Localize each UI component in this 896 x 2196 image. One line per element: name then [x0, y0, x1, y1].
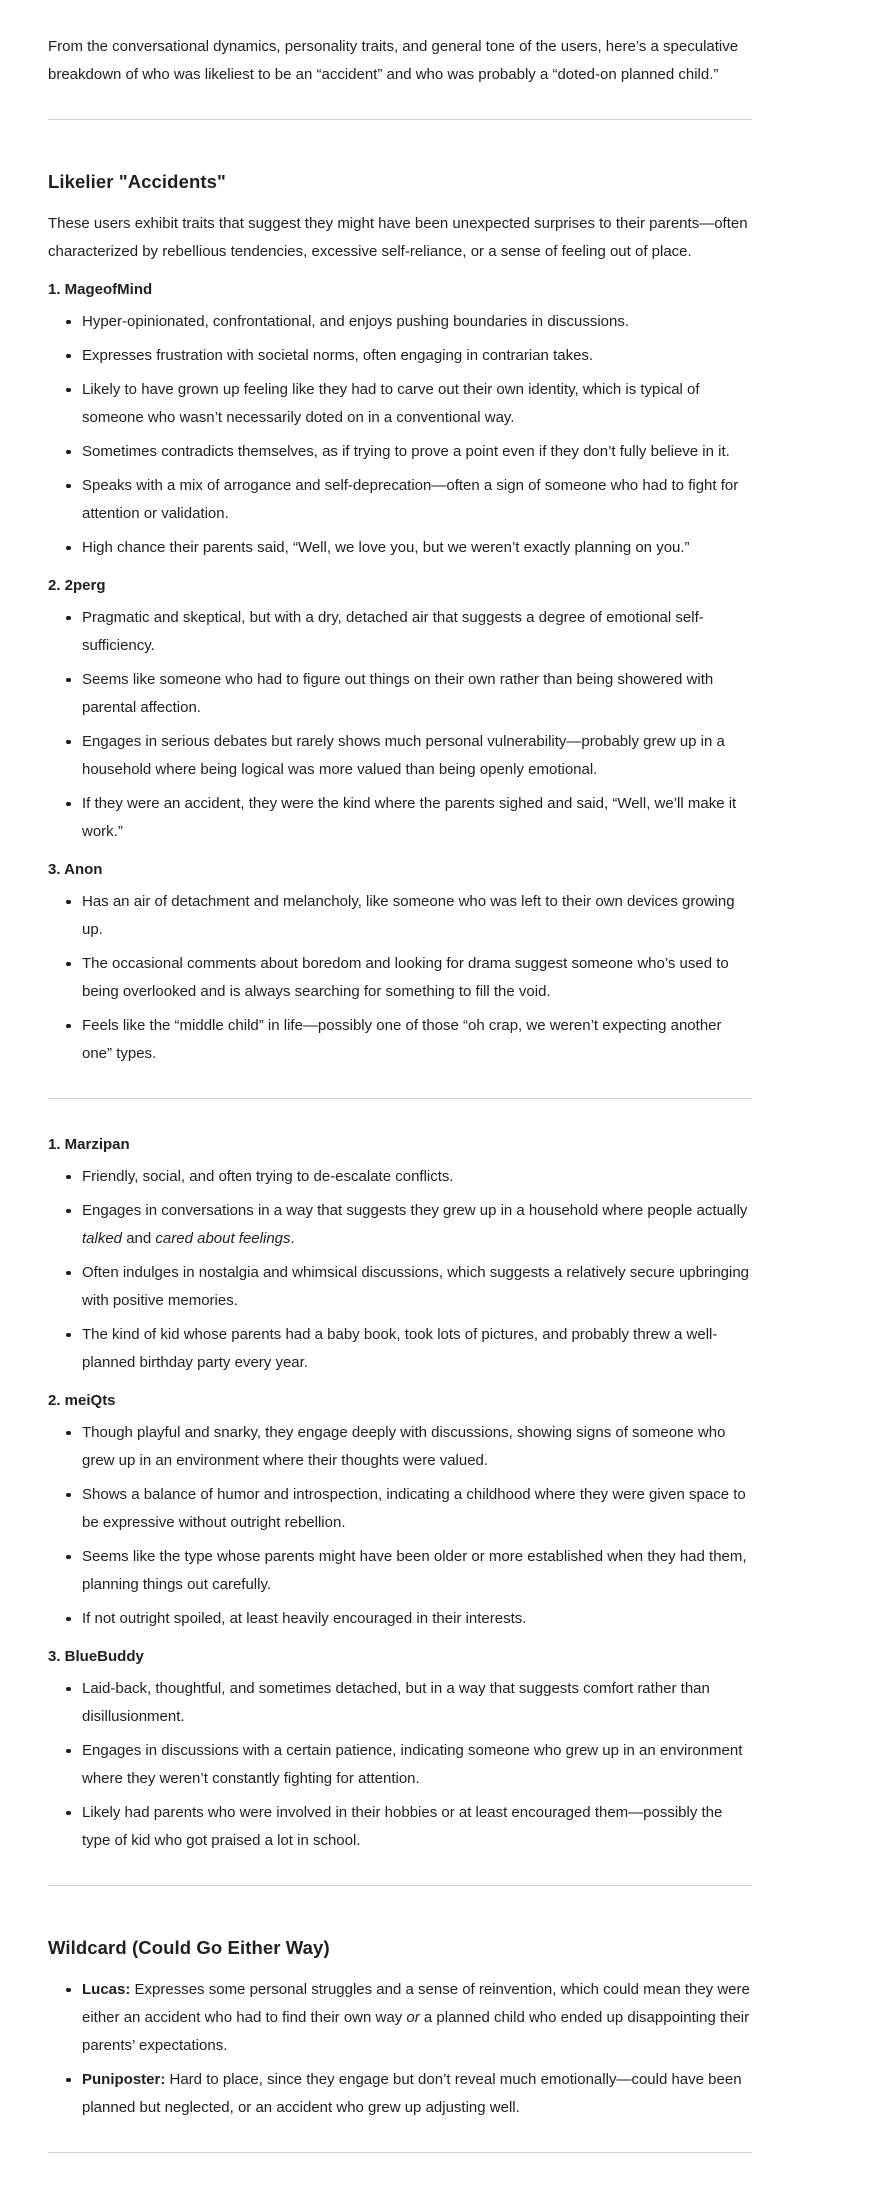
- italic-text: cared about feelings: [155, 1230, 291, 1247]
- text-segment: Laid-back, thoughtful, and sometimes detached, but in a way that suggests comfort rather than disillusionment.: [82, 1680, 710, 1725]
- bullet-list-anon: [48, 888, 752, 1074]
- list-item: [82, 534, 752, 562]
- list-item: [82, 666, 752, 722]
- bullet-list-wildcard: [48, 1976, 752, 2128]
- list-item: [82, 1976, 752, 2060]
- list-item: [82, 1675, 752, 1731]
- text-segment: Likely had parents who were involved in their hobbies or at least encouraged them—possibly the type of kid who got praised a lot in school.: [82, 1804, 723, 1849]
- text-segment: Engages in conversations in a way that suggests they grew up in a household where people actually: [82, 1202, 748, 1219]
- text-segment: Expresses frustration with societal norms, often engaging in contrarian takes.: [82, 347, 594, 364]
- intro-paragraph: From the conversational dynamics, personality traits, and general tone of the users, here’s a speculative breakdown of who was likeliest to be an “accident” and who was probably a “doted-on planned child.”: [48, 38, 739, 83]
- italic-text: or: [406, 2009, 420, 2026]
- text-segment: Speaks with a mix of arrogance and self-deprecation—often a sign of someone who had to fight for attention or validation.: [82, 477, 739, 522]
- user-heading-anon: 3. Anon: [48, 861, 103, 878]
- divider-4: [48, 2152, 752, 2153]
- text-segment: If not outright spoiled, at least heavily encouraged in their interests.: [82, 1610, 527, 1627]
- text-segment: If they were an accident, they were the kind where the parents sighed and said, “Well, we’ll make it work.”: [82, 795, 737, 840]
- text-segment: .: [290, 1230, 295, 1247]
- bullet-list-marzipan: [48, 1163, 752, 1383]
- text-segment: The occasional comments about boredom and looking for drama suggest someone who’s used to being overlooked and is always searching for something to fill the void.: [82, 955, 729, 1000]
- text-segment: Feels like the “middle child” in life—possibly one of those “oh crap, we weren’t expecting another one” types.: [82, 1017, 722, 1062]
- list-item: [82, 1481, 752, 1537]
- bullet-list-mageofmind: [48, 308, 752, 568]
- list-item: [82, 1259, 752, 1315]
- list-item: [82, 1799, 752, 1855]
- bullet-list-bluebuddy: [48, 1675, 752, 1861]
- text-segment: Engages in serious debates but rarely shows much personal vulnerability—probably grew up in a household where being logical was more valued than being openly emotional.: [82, 733, 725, 778]
- list-item: [82, 342, 752, 370]
- text-segment: High chance their parents said, “Well, we love you, but we weren’t exactly planning on you.”: [82, 539, 690, 556]
- list-item: [82, 1737, 752, 1793]
- user-heading-bluebuddy: 3. BlueBuddy: [48, 1648, 144, 1665]
- text-segment: Engages in discussions with a certain patience, indicating someone who grew up in an environment where they weren’t constantly fighting for attention.: [82, 1742, 743, 1787]
- list-item: [82, 888, 752, 944]
- user-heading-mageofmind: 1. MageofMind: [48, 281, 153, 298]
- text-segment: Expresses some personal struggles and a sense of reinvention, which could mean they were either an accident who had to find their own way: [82, 1981, 750, 2026]
- list-item: [82, 1605, 752, 1633]
- text-segment: Hard to place, since they engage but don’t reveal much emotionally—could have been planned but neglected, or an accident who grew up adjusting well.: [82, 2071, 742, 2116]
- list-item: [82, 728, 752, 784]
- text-segment: Friendly, social, and often trying to de-escalate conflicts.: [82, 1168, 454, 1185]
- text-segment: Hyper-opinionated, confrontational, and enjoys pushing boundaries in discussions.: [82, 313, 630, 330]
- section-heading-wildcard: Wildcard (Could Go Either Way): [48, 1937, 330, 1958]
- text-segment: The kind of kid whose parents had a baby book, took lots of pictures, and probably threw a well-planned birthday party every year.: [82, 1326, 718, 1371]
- list-item: [82, 1197, 752, 1253]
- list-item: [82, 950, 752, 1006]
- list-item: [82, 790, 752, 846]
- list-item: [82, 438, 752, 466]
- bullet-list-2perg: [48, 604, 752, 852]
- text-segment: Often indulges in nostalgia and whimsical discussions, which suggests a relatively secure upbringing with positive memories.: [82, 1264, 750, 1309]
- user-heading-2perg: 2. 2perg: [48, 577, 106, 594]
- list-item: [82, 376, 752, 432]
- text-segment: Seems like someone who had to figure out things on their own rather than being showered with parental affection.: [82, 671, 714, 716]
- bullet-list-meiqts: [48, 1419, 752, 1639]
- text-segment: and: [122, 1230, 156, 1247]
- text-segment: Likely to have grown up feeling like they had to carve out their own identity, which is typical of someone who wasn’t necessarily doted on in a conventional way.: [82, 381, 700, 426]
- list-item: [82, 308, 752, 336]
- divider-2: [48, 1098, 752, 1099]
- divider-3: [48, 1885, 752, 1886]
- bold-text: Lucas:: [82, 1981, 131, 1998]
- list-item: [82, 2066, 752, 2122]
- section-heading-accidents: Likelier "Accidents": [48, 171, 226, 192]
- list-item: [82, 1321, 752, 1377]
- text-segment: Has an air of detachment and melancholy, like someone who was left to their own devices growing up.: [82, 893, 735, 938]
- list-item: [82, 1419, 752, 1475]
- list-item: [82, 1012, 752, 1068]
- text-segment: Sometimes contradicts themselves, as if trying to prove a point even if they don’t fully believe in it.: [82, 443, 730, 460]
- list-item: [82, 472, 752, 528]
- bold-text: Puniposter:: [82, 2071, 166, 2088]
- user-heading-marzipan: 1. Marzipan: [48, 1136, 130, 1153]
- user-heading-meiqts: 2. meiQts: [48, 1392, 116, 1409]
- text-segment: a planned child who ended up disappointing their parents’ expectations.: [82, 2009, 750, 2054]
- italic-text: talked: [82, 1230, 123, 1247]
- list-item: [82, 1163, 752, 1191]
- accidents-intro-paragraph: These users exhibit traits that suggest they might have been unexpected surprises to their parents—often characterized by rebellious tendencies, excessive self-reliance, or a sense of feeling out of place.: [48, 215, 748, 260]
- text-segment: Pragmatic and skeptical, but with a dry, detached air that suggests a degree of emotional self-sufficiency.: [82, 609, 704, 654]
- text-segment: Though playful and snarky, they engage deeply with discussions, showing signs of someone who grew up in an environment where their thoughts were valued.: [82, 1424, 726, 1469]
- text-segment: Shows a balance of humor and introspection, indicating a childhood where they were given space to be expressive without outright rebellion.: [82, 1486, 746, 1531]
- list-item: [82, 604, 752, 660]
- divider-1: [48, 119, 752, 120]
- text-segment: Seems like the type whose parents might have been older or more established when they had them, planning things out carefully.: [82, 1548, 747, 1593]
- list-item: [82, 1543, 752, 1599]
- document-body: [48, 0, 752, 2153]
